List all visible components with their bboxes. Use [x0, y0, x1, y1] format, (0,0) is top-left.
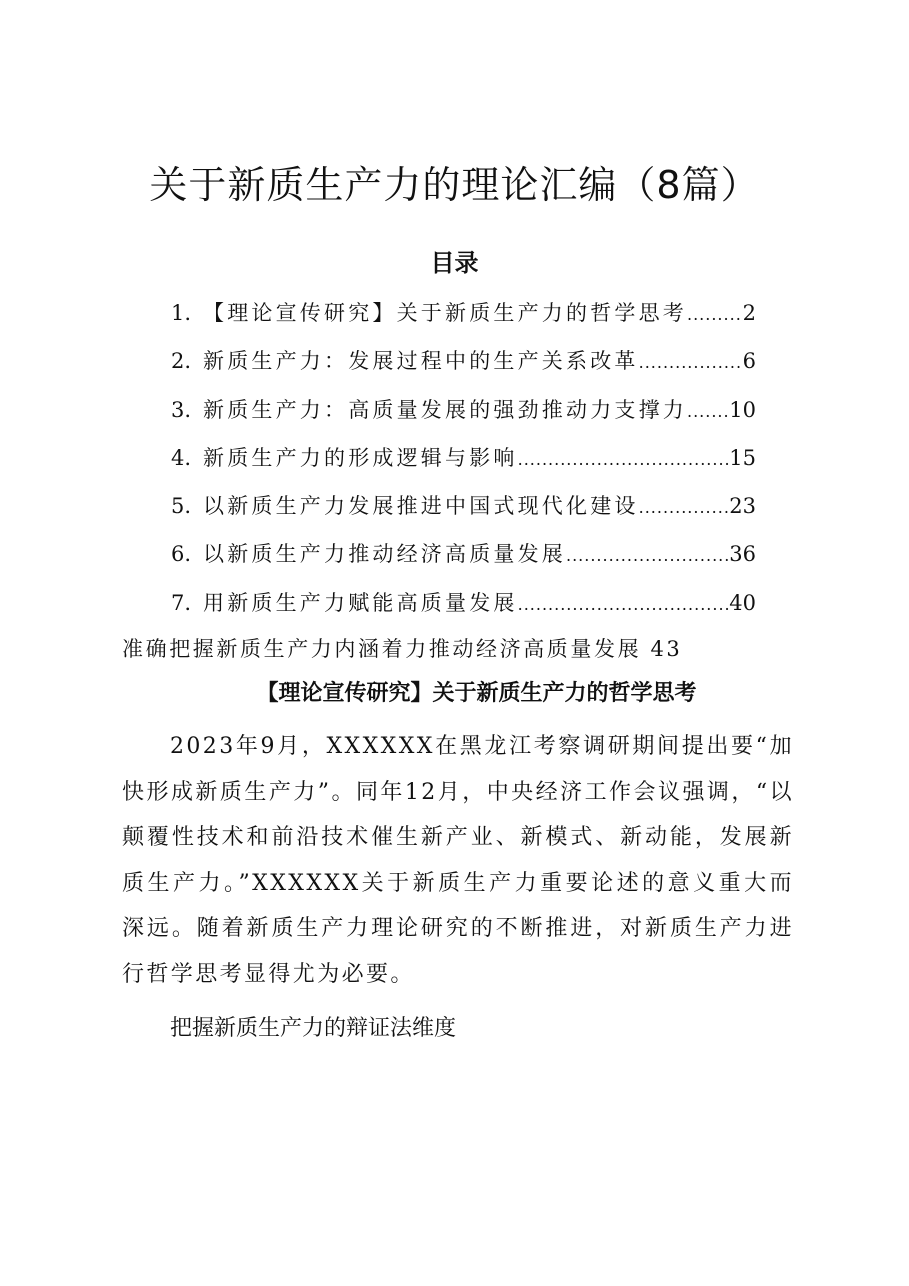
toc-item-page: 2 [742, 301, 756, 325]
toc-item-title: 新质生产力：发展过程中的生产关系改革 [203, 349, 639, 374]
section-heading: 【理论宣传研究】关于新质生产力的哲学思考 [256, 680, 697, 706]
toc-item-number: 7. [171, 590, 192, 615]
body-paragraph: 2023年9月，XXXXXX在黑龙江考察调研期间提出要“加快形成新质生产力”。同年12月，中央经济工作会议强调，“以颠覆性技术和前沿技术催生新产业、新模式、新动能，发展新质生产力。”XXXXXX关于新质生产力重要论述的意义重大而深远。随着新质生产力理论研究的不断推进，对新质生产力进行哲学思考显得尤为必要。 [122, 734, 794, 987]
toc-item[interactable] [171, 393, 756, 441]
document-title: 关于新质生产力的理论汇编（8篇） [149, 163, 760, 207]
toc-leader-dots [687, 298, 743, 332]
toc-item-page: 23 [729, 494, 756, 519]
toc-item[interactable] [171, 586, 756, 634]
toc-item-number: 4. [171, 445, 192, 470]
toc-leader-dots [687, 395, 729, 429]
toc-heading: 目录 [430, 248, 479, 277]
toc-item-page: 15 [729, 445, 756, 470]
toc-leader-dots [639, 346, 743, 380]
toc-item[interactable] [171, 489, 756, 537]
toc-item[interactable] [171, 537, 756, 585]
toc-item-title: 新质生产力的形成逻辑与影响 [203, 445, 518, 470]
toc-leader-dots [518, 443, 730, 477]
toc-item-page: 40 [729, 590, 756, 615]
toc-extra-entry[interactable]: 准确把握新质生产力内涵着力推动经济高质量发展 43 [122, 637, 683, 661]
toc-item-number: 3. [171, 397, 192, 422]
toc-item-number: 6. [171, 542, 192, 567]
toc-item-page: 10 [729, 397, 756, 422]
toc-item[interactable] [171, 344, 756, 392]
toc-leader-dots [518, 588, 730, 622]
toc-leader-dots [639, 491, 730, 525]
toc-item-title: 【理论宣传研究】关于新质生产力的哲学思考 [203, 301, 687, 325]
toc-item-page: 36 [729, 542, 756, 567]
toc-item-title: 新质生产力：高质量发展的强劲推动力支撑力 [203, 397, 687, 422]
sub-heading: 把握新质生产力的辩证法维度 [170, 1016, 457, 1041]
toc-leader-dots [566, 539, 729, 573]
toc-item-title: 以新质生产力发展推进中国式现代化建设 [203, 494, 639, 519]
toc-item[interactable] [171, 296, 756, 344]
table-of-contents [171, 296, 756, 634]
toc-item[interactable] [171, 441, 756, 489]
toc-item-number: 1. [171, 301, 192, 325]
toc-item-number: 2. [171, 349, 192, 374]
toc-item-title: 以新质生产力推动经济高质量发展 [203, 542, 566, 567]
toc-item-page: 6 [742, 349, 756, 374]
toc-item-title: 用新质生产力赋能高质量发展 [203, 590, 518, 615]
toc-item-number: 5. [171, 494, 192, 519]
